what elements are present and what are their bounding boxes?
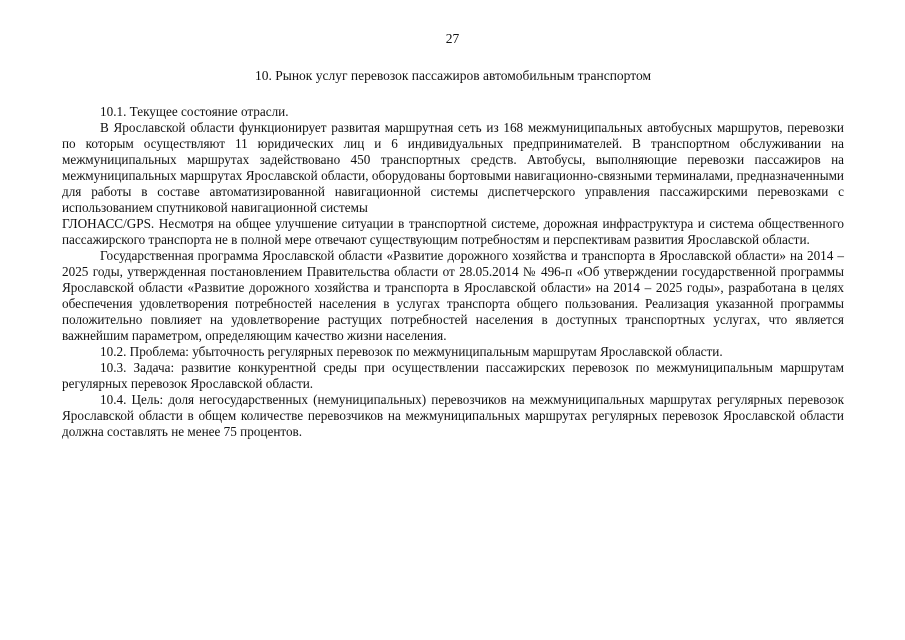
paragraph-10-4: 10.4. Цель: доля негосударственных (немуниципальных) перевозчиков на межмуниципальных маршрутах регулярных перевозок Ярославской области в общем количестве перевозчиков на межмуниципальных маршрутах регулярных перевозок Ярославской области должна составлять не менее 75 процентов. [62, 392, 844, 439]
paragraph-10-1: 10.1. Текущее состояние отрасли. [100, 104, 289, 119]
paragraph-10-3: 10.3. Задача: развитие конкурентной среды при осуществлении пассажирских перевозок по межмуниципальным маршрутам регулярных перевозок Ярославской области. [62, 360, 844, 391]
page-number: 27 [445, 31, 460, 46]
paragraph-10-1-text: В Ярославской области функционирует развитая маршрутная сеть из 168 межмуниципальных автобусных маршрутов, перевозки по которым осуществляют 11 юридических лиц и 6 индивидуальных предпринимателей. В транспортном обслуживании на межмуниципальных маршрутах задействовано 450 транспортных средств. Автобусы, выполняющие перевозки пассажиров на межмуниципальных маршрутах Ярославской области, оборудованы бортовыми навигационно-связными терминалами, предназначенными для работы в составе автоматизированной навигационной системы диспетчерского управления пассажирскими перевозками с использованием спутниковой навигационной системы [62, 120, 844, 215]
paragraph-10-1-continuation: ГЛОНАСС/GPS. Несмотря на общее улучшение ситуации в транспортной системе, дорожная инфраструктура и система общественного пассажирского транспорта не в полной мере отвечают существующим потребностям и перспективам развития Ярославской области. [62, 216, 844, 247]
section-title: 10. Рынок услуг перевозок пассажиров автомобильным транспортом [254, 68, 652, 83]
paragraph-10-2: 10.2. Проблема: убыточность регулярных перевозок по межмуниципальным маршрутам Ярославской области. [100, 344, 723, 359]
paragraph-state-program: Государственная программа Ярославской области «Развитие дорожного хозяйства и транспорта в Ярославской области» на 2014 – 2025 годы, утвержденная постановлением Правительства области от 28.05.2014 № 496-п «Об утверждении государственной программы Ярославской области «Развитие дорожного хозяйства и транспорта в Ярославской области» на 2014 – 2025 годы», разработана в целях обеспечения удовлетворения потребностей населения в услугах транспорта общего пользования. Реализация указанной программы положительно повлияет на удовлетворение растущих потребностей населения в доступных транспортных услугах, что является важнейшим параметром, определяющим качество жизни населения. [62, 248, 844, 343]
document-body [62, 104, 844, 440]
